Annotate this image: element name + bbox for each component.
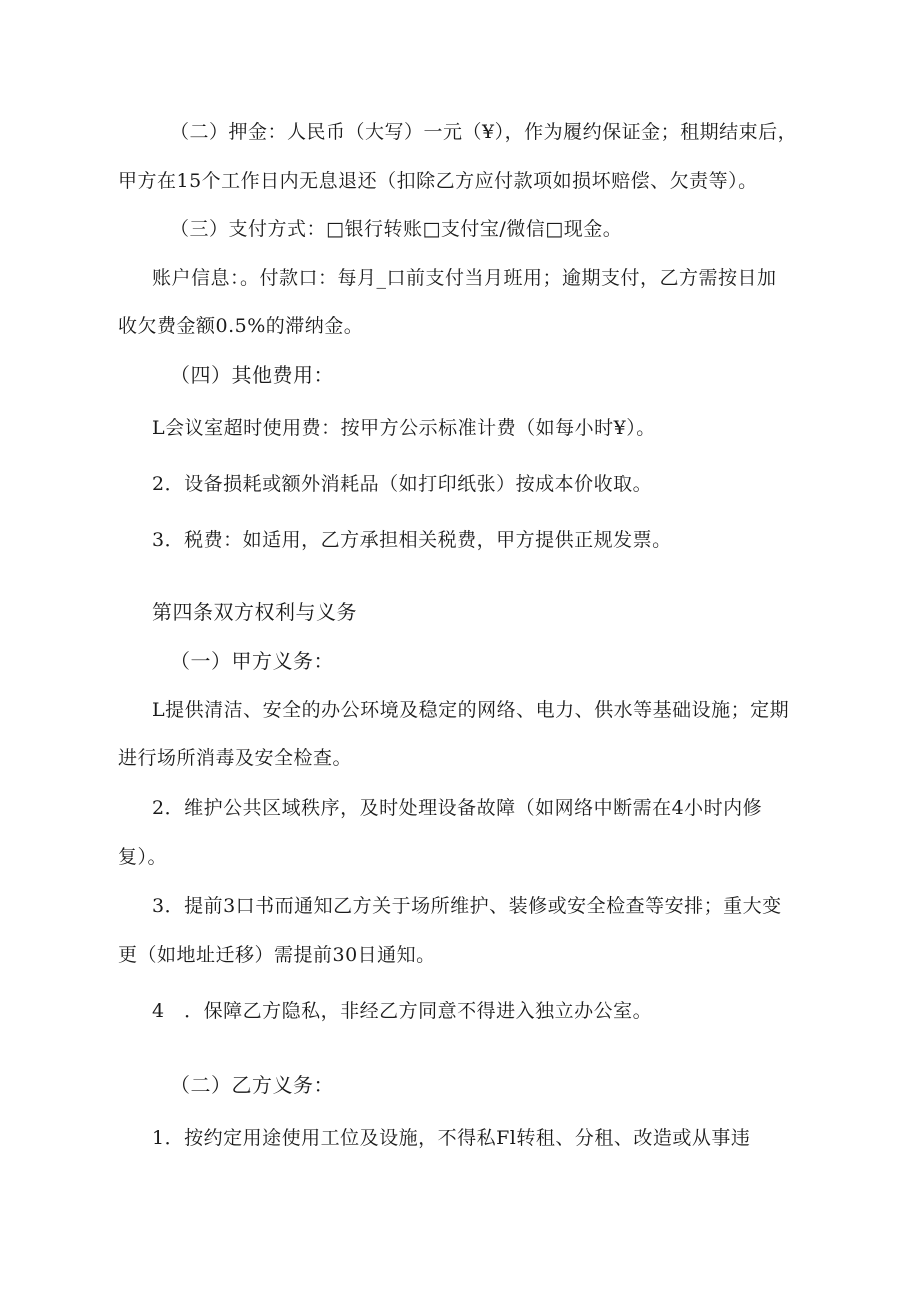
party-a-item-4: 4 ．保障乙方隐私，非经乙方同意不得进入独立办公室。 bbox=[152, 1000, 653, 1022]
party-a-item-2-line-2: 复）。 bbox=[118, 846, 168, 868]
party-a-item-1-line-2: 进行场所消毒及安全检查。 bbox=[118, 747, 353, 769]
party-a-heading: （一）甲方义务： bbox=[170, 649, 334, 673]
payment-method: （三）支付方式：□银行转账□支付宝/微信□现金。 bbox=[170, 218, 623, 240]
account-info-line-1: 账户信息：。付款口：每月_口前支付当月班用；逾期支付，乙方需按日加 bbox=[152, 267, 777, 289]
party-a-item-1-line-1: L提供清洁、安全的办公环境及稳定的网络、电力、供水等基础设施；定期 bbox=[152, 699, 790, 721]
other-fee-item: 3．税费：如适用，乙方承担相关税费，甲方提供正规发票。 bbox=[152, 529, 672, 551]
account-info-line-2: 收欠费金额0.5%的滞纳金。 bbox=[118, 315, 364, 337]
party-b-heading: （二）乙方义务： bbox=[170, 1073, 334, 1097]
article-title: 第四条双方权利与义务 bbox=[152, 600, 357, 624]
party-a-item-3-line-2: 更（如地址迁移）需提前30日通知。 bbox=[118, 944, 436, 966]
other-fee-item: 2．设备损耗或额外消耗品（如打印纸张）按成本价收取。 bbox=[152, 473, 653, 495]
party-a-item-3-line-1: 3．提前3口书而通知乙方关于场所维护、装修或安全检查等安排；重大变 bbox=[152, 895, 782, 917]
other-fee-item: L会议室超时使用费：按甲方公示标准计费（如每小时¥）。 bbox=[152, 417, 656, 439]
deposit-line-1: （二）押金：人民币（大写）一元（¥），作为履约保证金；租期结束后， bbox=[170, 121, 798, 143]
party-a-item-2-line-1: 2．维护公共区域秩序，及时处理设备故障（如网络中断需在4小时内修 bbox=[152, 797, 763, 819]
other-fees-heading: （四）其他费用： bbox=[170, 363, 334, 387]
deposit-line-2: 甲方在15个工作日内无息退还（扣除乙方应付款项如损坏赔偿、欠责等）。 bbox=[118, 170, 758, 192]
party-b-item-1-line-1: 1．按约定用途使用工位及设施，不得私Fl转租、分租、改造或从事违 bbox=[152, 1127, 751, 1149]
